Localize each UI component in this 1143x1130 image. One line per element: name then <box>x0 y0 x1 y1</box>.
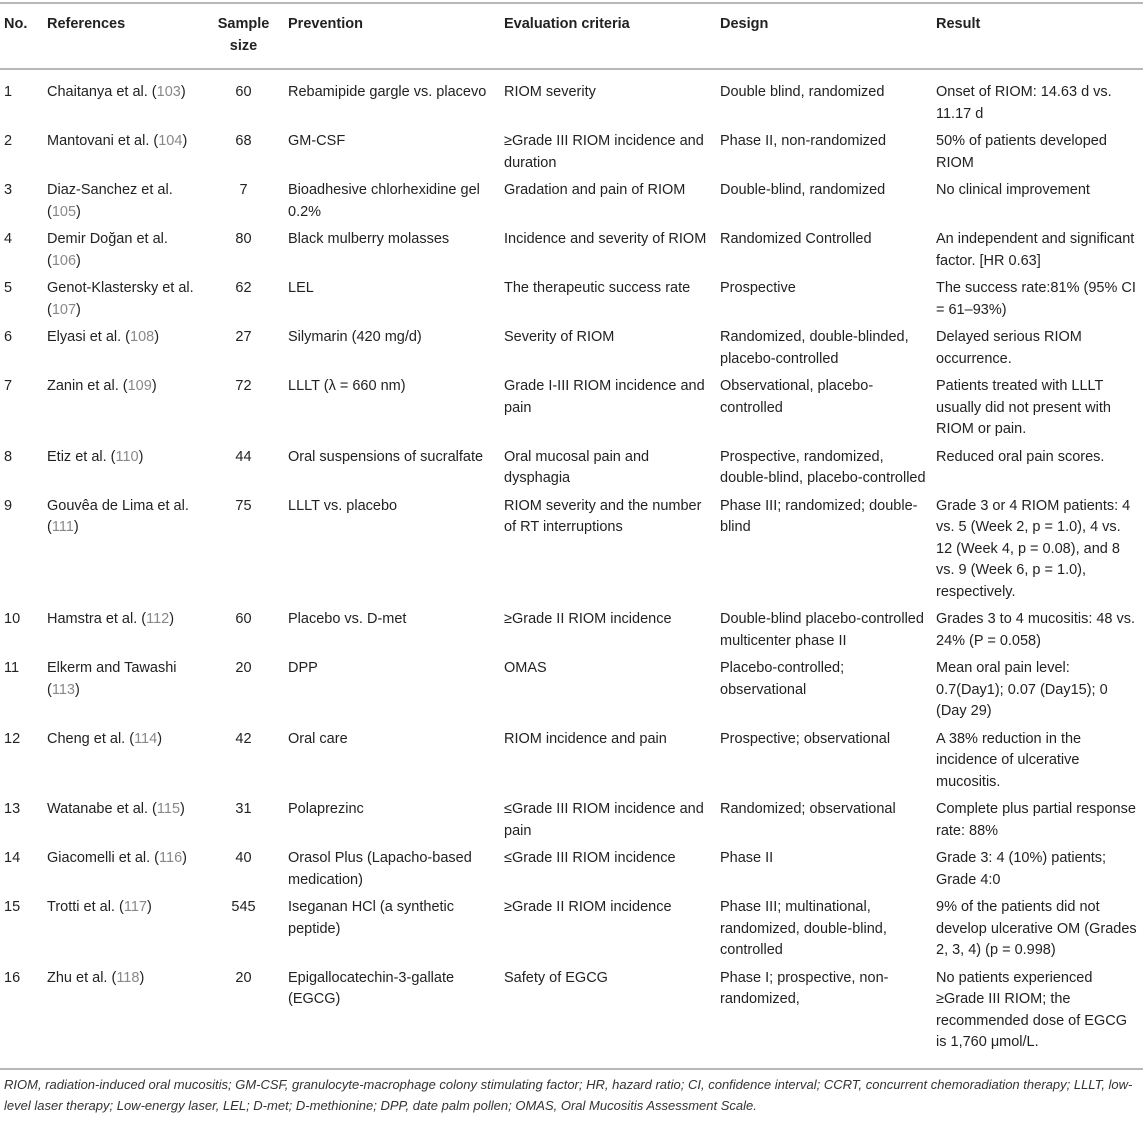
reference-link[interactable]: 118 <box>116 969 140 986</box>
cell-prevention: Silymarin (420 mg/d) <box>288 329 422 345</box>
cell-result: The success rate:81% (95% CI = 61–93%) <box>936 280 1136 318</box>
cell-no: 16 <box>0 966 43 1069</box>
cell-sample-size: 20 <box>203 966 284 1069</box>
reference-link[interactable]: 104 <box>158 133 183 149</box>
reference-link[interactable]: 110 <box>115 448 139 465</box>
cell-no: 11 <box>4 660 20 676</box>
table-row <box>0 607 1143 656</box>
cell-no: 5 <box>4 280 13 296</box>
cell-reference: Etiz et al. (110) <box>47 448 144 465</box>
cell-prevention: LEL <box>288 280 314 296</box>
cell-reference: Watanabe et al. (115) <box>47 801 185 817</box>
table-row <box>0 276 1143 325</box>
cell-design: Randomized, double-blinded, placebo-controlled <box>720 329 909 367</box>
cell-reference: Genot-Klastersky et al. (107) <box>47 280 194 318</box>
reference-author: Etiz et al. <box>47 448 107 465</box>
cell-design: Prospective <box>720 280 796 296</box>
cell-result: Reduced oral pain scores. <box>936 448 1105 465</box>
reference-link[interactable]: 117 <box>123 899 147 915</box>
cell-design: Phase III; randomized; double-blind <box>720 497 918 535</box>
table-row <box>0 727 1143 798</box>
reference-author: Watanabe et al. <box>47 801 149 817</box>
cell-result: 9% of the patients did not develop ulcerative OM (Grades 2, 3, 4) (p = 0.998) <box>936 899 1137 958</box>
cell-no: 7 <box>4 378 13 394</box>
cell-sample-size: 40 <box>235 850 252 866</box>
cell-no: 9 <box>4 497 13 514</box>
cell-evaluation: ≥Grade II RIOM incidence <box>504 899 672 915</box>
header-references: References <box>43 3 203 69</box>
cell-no: 4 <box>4 231 13 247</box>
cell-evaluation: RIOM severity <box>504 84 596 100</box>
cell-prevention: Black mulberry molasses <box>288 231 450 247</box>
cell-result: Grade 3: 4 (10%) patients; Grade 4:0 <box>936 850 1107 888</box>
cell-reference: Gouvêa de Lima et al. (111) <box>47 497 189 535</box>
reference-link[interactable]: 103 <box>156 84 181 100</box>
cell-evaluation: RIOM severity and the number of RT interruptions <box>504 497 702 535</box>
cell-design: Double-blind placebo-controlled multicenter phase II <box>720 611 924 649</box>
cell-reference: Demir Doğan et al. (106) <box>47 231 168 269</box>
reference-link[interactable]: 114 <box>134 730 158 747</box>
cell-no: 8 <box>4 448 13 465</box>
cell-sample-size: 27 <box>235 329 252 345</box>
reference-author: Chaitanya et al. <box>47 84 148 100</box>
cell-prevention: Rebamipide gargle vs. placevo <box>288 84 487 100</box>
cell-no: 12 <box>4 730 21 747</box>
cell-prevention: Placebo vs. D-met <box>288 611 407 627</box>
reference-link[interactable]: 115 <box>156 801 181 817</box>
cell-sample-size: 72 <box>235 378 252 394</box>
cell-design: Phase III; multinational, randomized, double-blind, controlled <box>720 899 887 958</box>
cell-evaluation: OMAS <box>504 660 547 676</box>
reference-link[interactable]: 113 <box>51 681 75 698</box>
reference-author: Giacomelli et al. <box>47 850 151 866</box>
cell-prevention: Epigallocatechin-3-gallate (EGCG) <box>284 966 500 1069</box>
cell-result: Delayed serious RIOM occurrence. <box>936 329 1082 367</box>
reference-link[interactable]: 107 <box>51 301 77 318</box>
table-row <box>0 129 1143 178</box>
cell-no: 2 <box>4 133 13 149</box>
cell-evaluation: ≤Grade III RIOM incidence <box>504 850 676 866</box>
cell-evaluation: RIOM incidence and pain <box>504 730 667 747</box>
cell-no: 1 <box>4 84 13 100</box>
cell-prevention: Oral suspensions of sucralfate <box>288 448 484 465</box>
cell-result: 50% of patients developed RIOM <box>936 133 1107 171</box>
cell-result: Patients treated with LLLT usually did not present with RIOM or pain. <box>936 378 1111 437</box>
cell-design: Double-blind, randomized <box>720 182 886 198</box>
header-prevention: Prevention <box>284 3 500 69</box>
cell-reference: Diaz-Sanchez et al. (105) <box>47 182 173 220</box>
cell-reference: Elkerm and Tawashi (113) <box>47 660 177 698</box>
table-row <box>0 494 1143 608</box>
cell-sample-size: 7 <box>239 182 248 198</box>
cell-no: 15 <box>4 899 21 915</box>
cell-reference: Zanin et al. (109) <box>47 378 157 394</box>
cell-design: Phase II <box>720 850 774 866</box>
cell-no: 6 <box>4 329 13 345</box>
header-row <box>0 3 1143 69</box>
table-row <box>0 895 1143 966</box>
table-row <box>0 374 1143 445</box>
cell-prevention: Orasol Plus (Lapacho-based medication) <box>288 850 472 888</box>
cell-sample-size: 80 <box>235 231 252 247</box>
cell-no: 10 <box>4 611 21 627</box>
table-footnote: RIOM, radiation-induced oral mucositis; GM-CSF, granulocyte-macrophage colony stimulating factor; HR, hazard ratio; CI, confidence interval; CCRT, concurrent chemoradiation therapy; LLLT, low-level laser therapy; Low-energy laser, LEL; D-met; D-methionine; DPP, date palm pollen; OMAS, Oral Mucositis Assessment Scale. <box>4 1076 1133 1113</box>
table-row <box>0 656 1143 727</box>
reference-author: Gouvêa de Lima et al. <box>47 497 189 514</box>
cell-result: Complete plus partial response rate: 88% <box>936 801 1136 839</box>
cell-prevention: Iseganan HCl (a synthetic peptide) <box>288 899 455 937</box>
cell-sample-size: 31 <box>235 801 252 817</box>
reference-link[interactable]: 105 <box>51 203 77 220</box>
reference-author: Diaz-Sanchez et al. <box>47 182 173 198</box>
cell-evaluation: ≥Grade III RIOM incidence and duration <box>504 133 704 171</box>
header-no: No. <box>0 3 43 69</box>
cell-sample-size: 75 <box>235 497 252 514</box>
cell-reference: Giacomelli et al. (116) <box>47 850 187 866</box>
reference-link[interactable]: 108 <box>130 329 155 345</box>
reference-link[interactable]: 116 <box>159 850 183 866</box>
table-row <box>0 325 1143 374</box>
cell-prevention: DPP <box>288 660 318 676</box>
table-row <box>0 227 1143 276</box>
header-evaluation: Evaluation criteria <box>500 3 716 69</box>
cell-prevention: Bioadhesive chlorhexidine gel 0.2% <box>288 182 480 220</box>
header-design: Design <box>716 3 932 69</box>
table-row <box>0 178 1143 227</box>
cell-prevention: LLLT vs. placebo <box>288 497 398 514</box>
cell-evaluation: ≤Grade III RIOM incidence and pain <box>504 801 704 839</box>
cell-sample-size: 42 <box>235 730 252 747</box>
cell-design: Phase II, non-randomized <box>720 133 887 149</box>
cell-sample-size: 60 <box>235 84 252 100</box>
cell-no: 13 <box>4 801 21 817</box>
cell-prevention: Polaprezinc <box>288 801 364 817</box>
cell-reference: Hamstra et al. (112) <box>47 611 175 627</box>
cell-result: Mean oral pain level: 0.7(Day1); 0.07 (Day15); 0 (Day 29) <box>936 660 1108 719</box>
table-row <box>0 69 1143 129</box>
reference-link[interactable]: 109 <box>127 378 152 394</box>
reference-author: Demir Doğan et al. <box>47 231 168 247</box>
reference-author: Elyasi et al. <box>47 329 122 345</box>
reference-link[interactable]: 111 <box>51 519 74 535</box>
reference-author: Genot-Klastersky et al. <box>47 280 194 296</box>
reference-link[interactable]: 112 <box>146 611 170 627</box>
cell-sample-size: 20 <box>235 660 252 676</box>
cell-evaluation: The therapeutic success rate <box>504 280 691 296</box>
cell-result: Onset of RIOM: 14.63 d vs. 11.17 d <box>936 84 1112 122</box>
cell-design: Observational, placebo-controlled <box>720 378 874 416</box>
cell-result: An independent and significant factor. [HR 0.63] <box>936 231 1135 269</box>
cell-sample-size: 68 <box>235 133 252 149</box>
reference-author: Zanin et al. <box>47 378 119 394</box>
cell-reference: Mantovani et al. (104) <box>47 133 188 149</box>
table-row <box>0 445 1143 494</box>
cell-evaluation: Safety of EGCG <box>500 966 716 1069</box>
reference-link[interactable]: 106 <box>51 252 77 269</box>
cell-sample-size: 60 <box>235 611 252 627</box>
cell-reference: Elyasi et al. (108) <box>47 329 160 345</box>
cell-prevention: GM-CSF <box>288 133 346 149</box>
cell-evaluation: Incidence and severity of RIOM <box>504 231 707 247</box>
cell-no: 14 <box>4 850 21 866</box>
reference-author: Elkerm and Tawashi <box>47 660 177 676</box>
cell-sample-size: 545 <box>231 899 256 915</box>
table-container <box>0 2 1143 1120</box>
cell-sample-size: 44 <box>235 448 252 465</box>
cell-evaluation: ≥Grade II RIOM incidence <box>504 611 672 627</box>
cell-design: Randomized; observational <box>720 801 896 817</box>
cell-design: Prospective, randomized, double-blind, placebo-controlled <box>720 448 926 486</box>
cell-prevention: LLLT (λ = 660 nm) <box>288 378 406 394</box>
reference-author: Trotti et al. <box>47 899 115 915</box>
cell-reference: Cheng et al. (114) <box>47 730 163 747</box>
table-row <box>0 797 1143 846</box>
cell-result: Grade 3 or 4 RIOM patients: 4 vs. 5 (Week 2, p = 1.0), 4 vs. 12 (Week 4, p = 0.08), and 8 vs. 9 (Week 6, p = 1.0), respectively. <box>936 497 1131 600</box>
cell-design: Randomized Controlled <box>720 231 872 247</box>
table-row <box>0 846 1143 895</box>
cell-reference: Trotti et al. (117) <box>47 899 152 915</box>
cell-result: Grades 3 to 4 mucositis: 48 vs. 24% (P = 0.058) <box>936 611 1136 649</box>
cell-no: 3 <box>4 182 13 198</box>
cell-reference: Zhu et al. (118) <box>43 966 203 1069</box>
reference-author: Mantovani et al. <box>47 133 150 149</box>
reference-author: Zhu et al. <box>47 969 108 986</box>
cell-result: No clinical improvement <box>936 182 1090 198</box>
cell-evaluation: Gradation and pain of RIOM <box>504 182 686 198</box>
cell-design: Prospective; observational <box>720 730 891 747</box>
studies-table <box>0 2 1143 1070</box>
cell-reference: Chaitanya et al. (103) <box>47 84 186 100</box>
cell-evaluation: Severity of RIOM <box>504 329 615 345</box>
header-result: Result <box>932 3 1143 69</box>
header-sample-size: Sample size <box>203 3 284 69</box>
cell-design: Placebo-controlled; observational <box>720 660 845 698</box>
cell-evaluation: Oral mucosal pain and dysphagia <box>504 448 650 486</box>
cell-sample-size: 62 <box>235 280 252 296</box>
cell-prevention: Oral care <box>288 730 348 747</box>
table-row <box>0 966 1143 1069</box>
cell-result: A 38% reduction in the incidence of ulcerative mucositis. <box>936 730 1082 790</box>
reference-author: Cheng et al. <box>47 730 126 747</box>
reference-author: Hamstra et al. <box>47 611 138 627</box>
cell-result: No patients experienced ≥Grade III RIOM; the recommended dose of EGCG is 1,760 μmol/L. <box>932 966 1143 1069</box>
cell-design: Phase I; prospective, non-randomized, <box>716 966 932 1069</box>
cell-design: Double blind, randomized <box>720 84 885 100</box>
cell-evaluation: Grade I-III RIOM incidence and pain <box>504 378 705 416</box>
